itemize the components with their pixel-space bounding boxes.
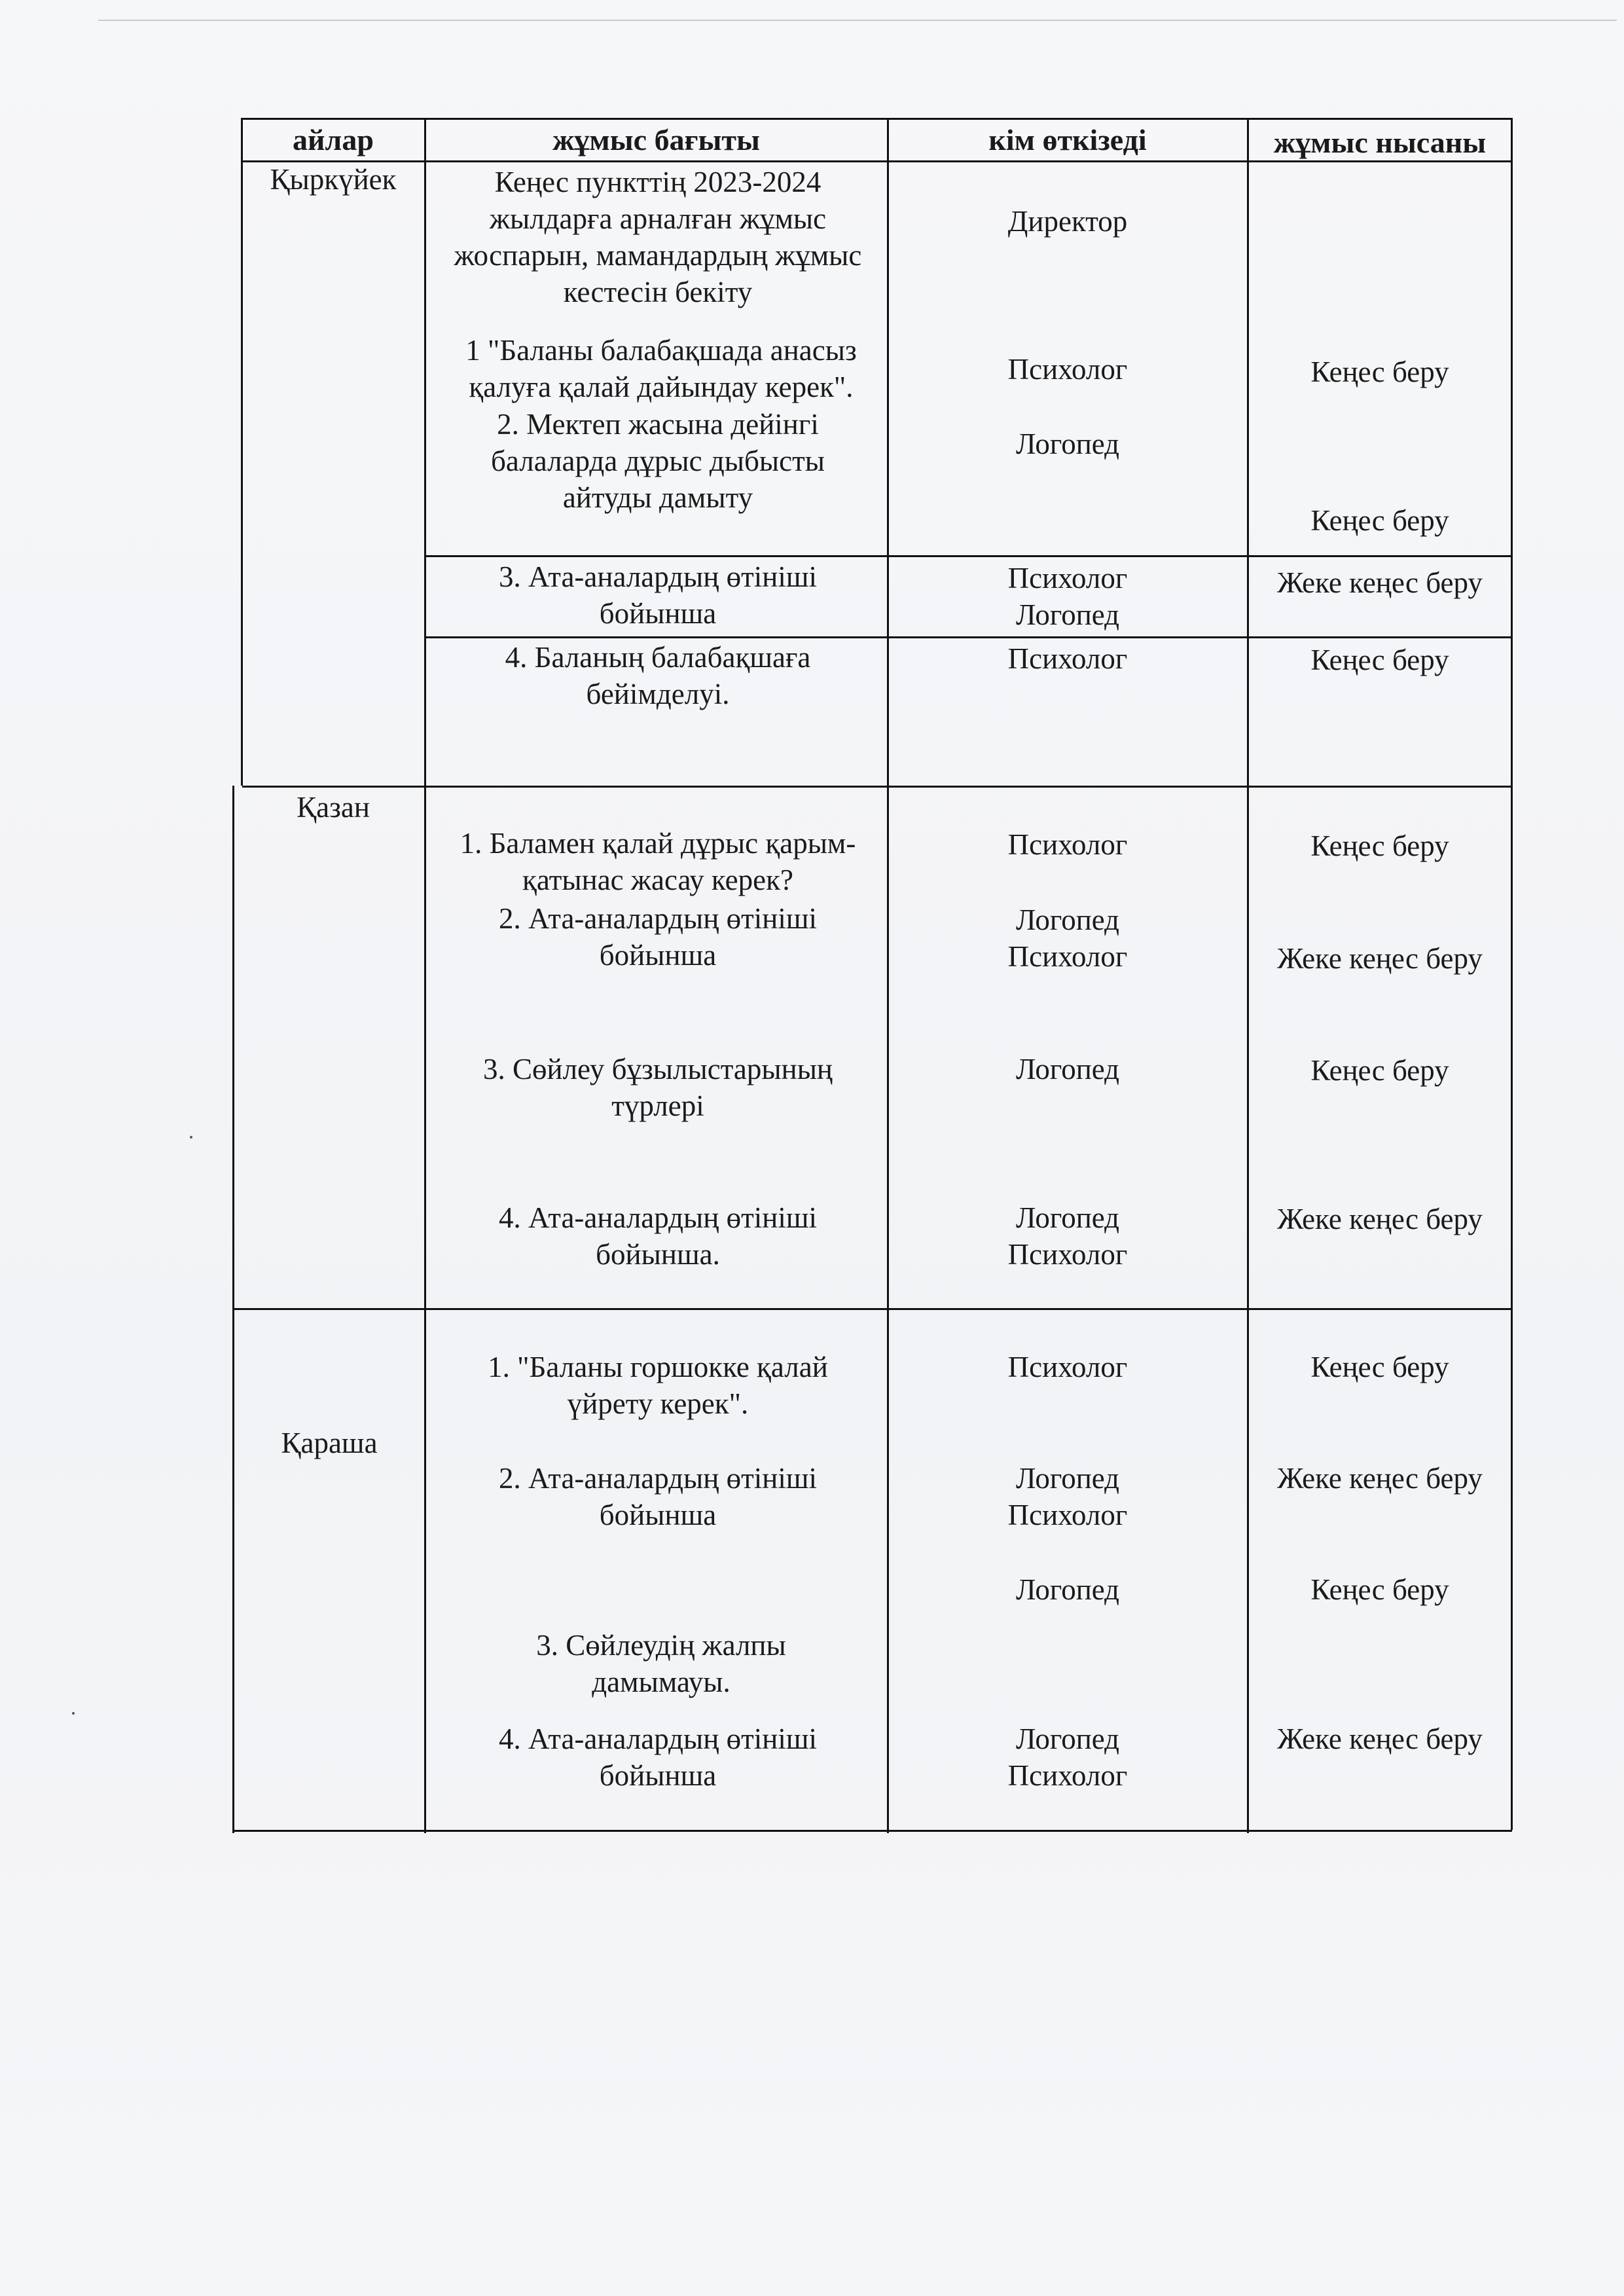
- oct-form-3: Кеңес беру: [1310, 1054, 1449, 1087]
- oct-direction-4: 4. Ата-аналардың өтініші бойынша.: [498, 1201, 818, 1271]
- nov-who-1: Психолог: [1007, 1351, 1128, 1383]
- oct-direction-3: 3. Сөйлеу бұзылыстарының түрлері: [482, 1053, 833, 1122]
- sep-form-3: Кеңес беру: [1310, 504, 1449, 537]
- sep-who-5: Психолог: [1007, 642, 1128, 675]
- oct-direction-1: 1. Баламен қалай дұрыс қарым-қатынас жасау керек?: [460, 827, 856, 896]
- nov-direction-4: 4. Ата-аналардың өтініші бойынша: [498, 1722, 818, 1792]
- scan-speck: [190, 1136, 192, 1139]
- oct-who-1: Психолог: [1007, 828, 1128, 861]
- sep-who-4: Психолог Логопед: [1007, 562, 1128, 631]
- header-form: жұмыс нысаны: [1273, 126, 1487, 159]
- oct-form-1: Кеңес беру: [1310, 829, 1449, 862]
- sep-direction-4: 3. Ата-аналардың өтініші бойынша: [498, 560, 818, 630]
- nov-who-4: Логопед Психолог: [1007, 1722, 1128, 1792]
- month-september: Қыркүйек: [270, 163, 397, 196]
- nov-direction-1: 1. "Баланы горшокке қалай үйрету керек".: [488, 1351, 828, 1420]
- sep-direction-5: 4. Баланың балабақшаға бейімделуі.: [505, 641, 811, 710]
- oct-form-4: Жеке кеңес беру: [1277, 1203, 1483, 1235]
- nov-form-2: Жеке кеңес беру: [1277, 1462, 1483, 1495]
- nov-form-3: Кеңес беру: [1310, 1573, 1449, 1606]
- oct-who-3: Логопед: [1015, 1053, 1120, 1085]
- nov-who-2: Логопед Психолог: [1007, 1462, 1128, 1531]
- month-october: Қазан: [297, 791, 370, 824]
- sep-who-2: Психолог: [1007, 353, 1128, 386]
- nov-direction-2: 2. Ата-аналардың өтініші бойынша: [498, 1462, 818, 1531]
- nov-who-3: Логопед: [1015, 1573, 1120, 1606]
- header-who: кім өткізеді: [988, 123, 1147, 156]
- month-november: Қараша: [281, 1427, 378, 1459]
- oct-form-2: Жеке кеңес беру: [1277, 942, 1483, 975]
- oct-direction-2: 2. Ата-аналардың өтініші бойынша: [498, 902, 818, 972]
- scan-top-edge: [98, 20, 1617, 21]
- sep-form-4: Жеке кеңес беру: [1277, 566, 1483, 599]
- sep-direction-2: 1 "Баланы балабақшада анасыз қалуға қалай дайындау керек".: [465, 334, 857, 403]
- nov-form-4: Жеке кеңес беру: [1277, 1722, 1483, 1755]
- sep-who-3: Логопед: [1015, 428, 1120, 460]
- header-direction: жұмыс бағыты: [552, 123, 760, 156]
- sep-form-5: Кеңес беру: [1310, 644, 1449, 676]
- sep-direction-3: 2. Мектеп жасына дейінгі балаларда дұрыс дыбысты айтуды дамыту: [490, 408, 825, 514]
- sep-who-1: Директор: [1007, 205, 1128, 238]
- oct-who-4: Логопед Психолог: [1007, 1201, 1128, 1271]
- scan-speck: [72, 1712, 75, 1715]
- header-months: айлар: [293, 123, 374, 156]
- nov-direction-3: 3. Сөйлеудің жалпы дамымауы.: [536, 1629, 786, 1698]
- oct-who-2: Логопед Психолог: [1007, 903, 1128, 973]
- nov-form-1: Кеңес беру: [1310, 1351, 1449, 1383]
- sep-direction-1: Кеңес пункттің 2023-2024 жылдарға арналған жұмыс жоспарын, мамандардың жұмыс кестесін бекіту: [454, 166, 862, 308]
- sep-form-2: Кеңес беру: [1310, 355, 1449, 388]
